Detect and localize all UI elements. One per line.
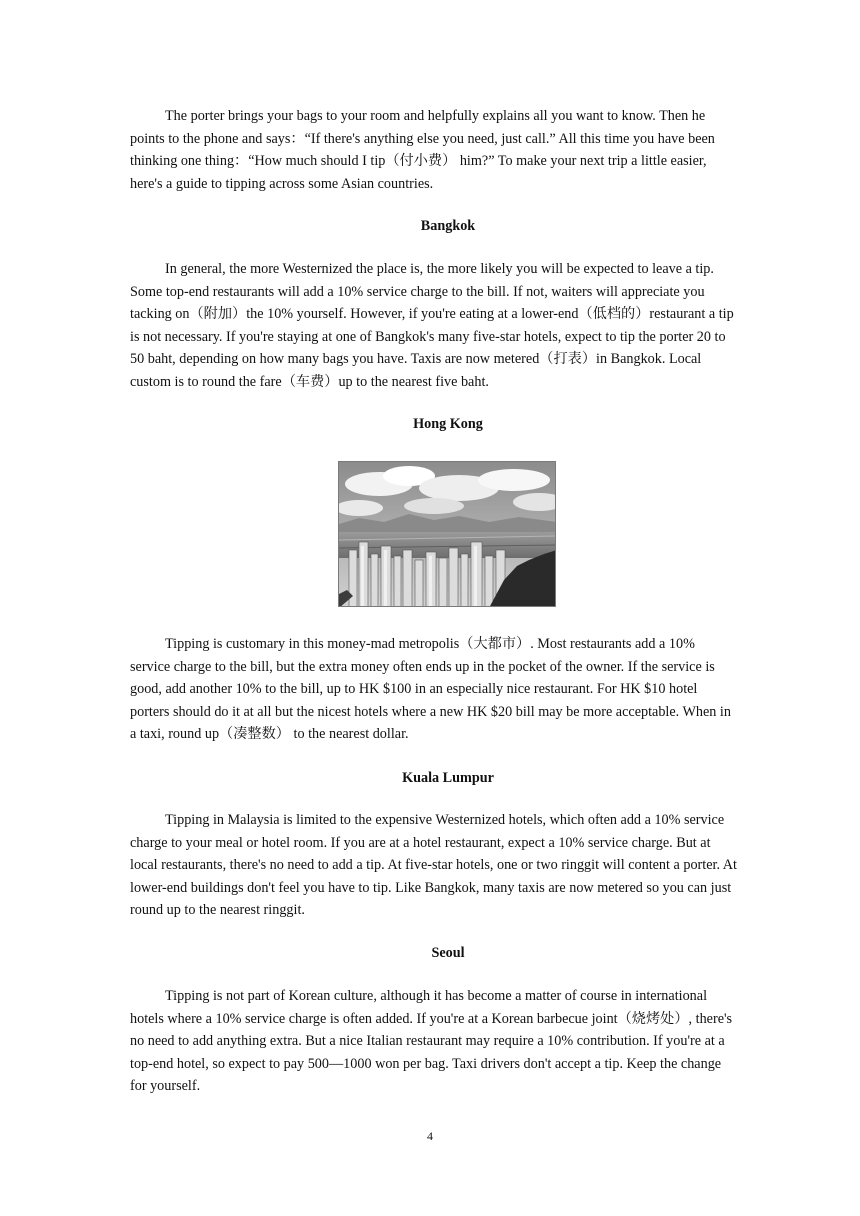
kuala-lumpur-paragraph: Tipping in Malaysia is limited to the expensive Westernized hotels, which often add a 10% service charge to your meal or hotel room. If you are at a hotel restaurant, expect a 10% service charge. But at local restaurants, there's no need to add a tip. At five-star hotels, one or two ringgit will content a porter. At lower-end buildings don't feel you have to tip. Like Bangkok, many taxis are now metered so you can just round up to the nearest ringgit. [130, 812, 737, 919]
hong-kong-paragraph: Tipping is customary in this money-mad metropolis（大都市）. Most restaurants add a 10% service charge to the bill, but the extra money often ends up in the pocket of the owner. If the service is good, add another 10% to the bill, up to HK $100 in an especially nice restaurant. For HK $10 hotel porters should do it at all but the nicest hotels where a new HK $20 bill may be more acceptable. When in a taxi, round up（凑整数） to the nearest dollar. [130, 636, 731, 743]
section-heading-hong-kong: Hong Kong [413, 416, 483, 432]
bangkok-paragraph: In general, the more Westernized the place is, the more likely you will be expected to leave a tip. Some top-end restaurants will add a 10% service charge to the bill. If not, waiters will appreciate you tacking on（附加）the 10% yourself. However, if you're eating at a lower-end（低档的）restaurant a tip is not necessary. If you're staying at one of Bangkok's many five-star hotels, expect to tip the porter 20 to 50 baht, depending on how many bags you have. Taxis are now metered（打表）in Bangkok. Local custom is to round the fare（车费）up to the nearest five baht. [130, 261, 734, 390]
seoul-paragraph: Tipping is not part of Korean culture, although it has become a matter of course in international hotels where a 10% service charge is often added. If you're at a Korean barbecue joint（烧烤处）, there's no need to add anything extra. But a nice Italian restaurant may require a 10% contribution. If you're at a top-end hotel, so expect to pay 500—1000 won per bag. Taxi drivers don't accept a tip. Keep the change for yourself. [130, 988, 733, 1095]
section-heading-kuala-lumpur: Kuala Lumpur [402, 770, 494, 786]
page-number: 4 [427, 1129, 433, 1143]
section-heading-seoul: Seoul [431, 945, 465, 961]
intro-paragraph: The porter brings your bags to your room and helpfully explains all you want to know. Then he points to the phone and says：“If there's anything else you need, just call.” All this time you have been thinking one thing：“How much should I tip（付小费） him?” To make your next trip a little easier, here's a guide to tipping across some Asian countries. [130, 108, 715, 192]
section-heading-bangkok: Bangkok [420, 218, 476, 234]
hong-kong-skyline-photo [338, 461, 556, 607]
